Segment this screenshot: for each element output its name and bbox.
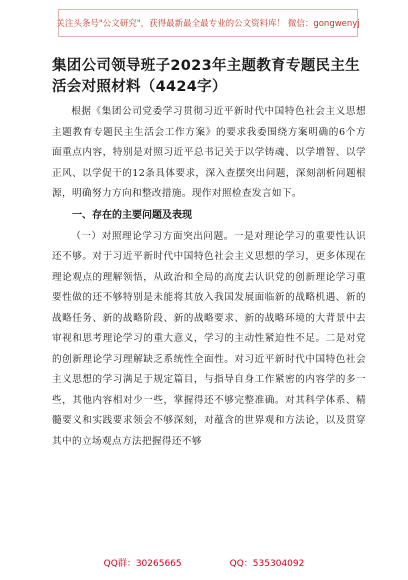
intro-paragraph: 根据《集团公司党委学习贯彻习近平新时代中国特色社会主义思想主题教育专题民主生活会工作方案》的要求我委围绕方案明确的6个方面重点内容，特别是对照习近平总书记关于以学铸魂、以学增智、以学正风、以学促干的12条具体要求，深入查摆突出问题，深刻剖析问题根源，明确努力方向和整改措施。现作对照检查发言如下。: [52, 106, 366, 199]
document-title: 集团公司领导班子2023年主题教育专题民主生活会对照材料（4424字）: [52, 58, 360, 95]
promo-banner: 关注头条号"公文研究"，获得最新最全最专业的公文资料库！ 微信：gongwenyj: [58, 9, 358, 37]
qq-group: QQ群：30265665: [103, 559, 182, 569]
body-paragraph: （一）对照理论学习方面突出问题。一是对理论学习的重要性认识还不够。对于习近平新时代中国特色社会主义思想的学习，更多体现在理论观点的理解领悟，从政治和全局的高度去认识党的创新理论学习重要性做的还不够特别是未能将其放入我国发展面临新的战略机遇、新的战略任务、新的战略阶段、新的战略要求、新的战略环境的大背景中去审视和思考理论学习的重大意义，学习的主动性紧迫性不足。二是对党的创新理论学习理解缺乏系统性全面性。对习近平新时代中国特色社会主义思想的学习满足于规定篇目，与指导自身工作紧密的内容学的多一些，其他内容相对少一些，掌握得还不够完整准确。对其科学体系、精髓要义和实践要求领会不够深刻，对蕴含的世界观和方法论，以及贯穿其中的立场观点方法把握得还不够: [52, 230, 366, 447]
document-body: [52, 56, 366, 452]
footer-contact: [0, 556, 408, 569]
qq-contact: QQ：535304092: [229, 559, 305, 569]
section-heading: 一、存在的主要问题及表现: [72, 209, 192, 221]
